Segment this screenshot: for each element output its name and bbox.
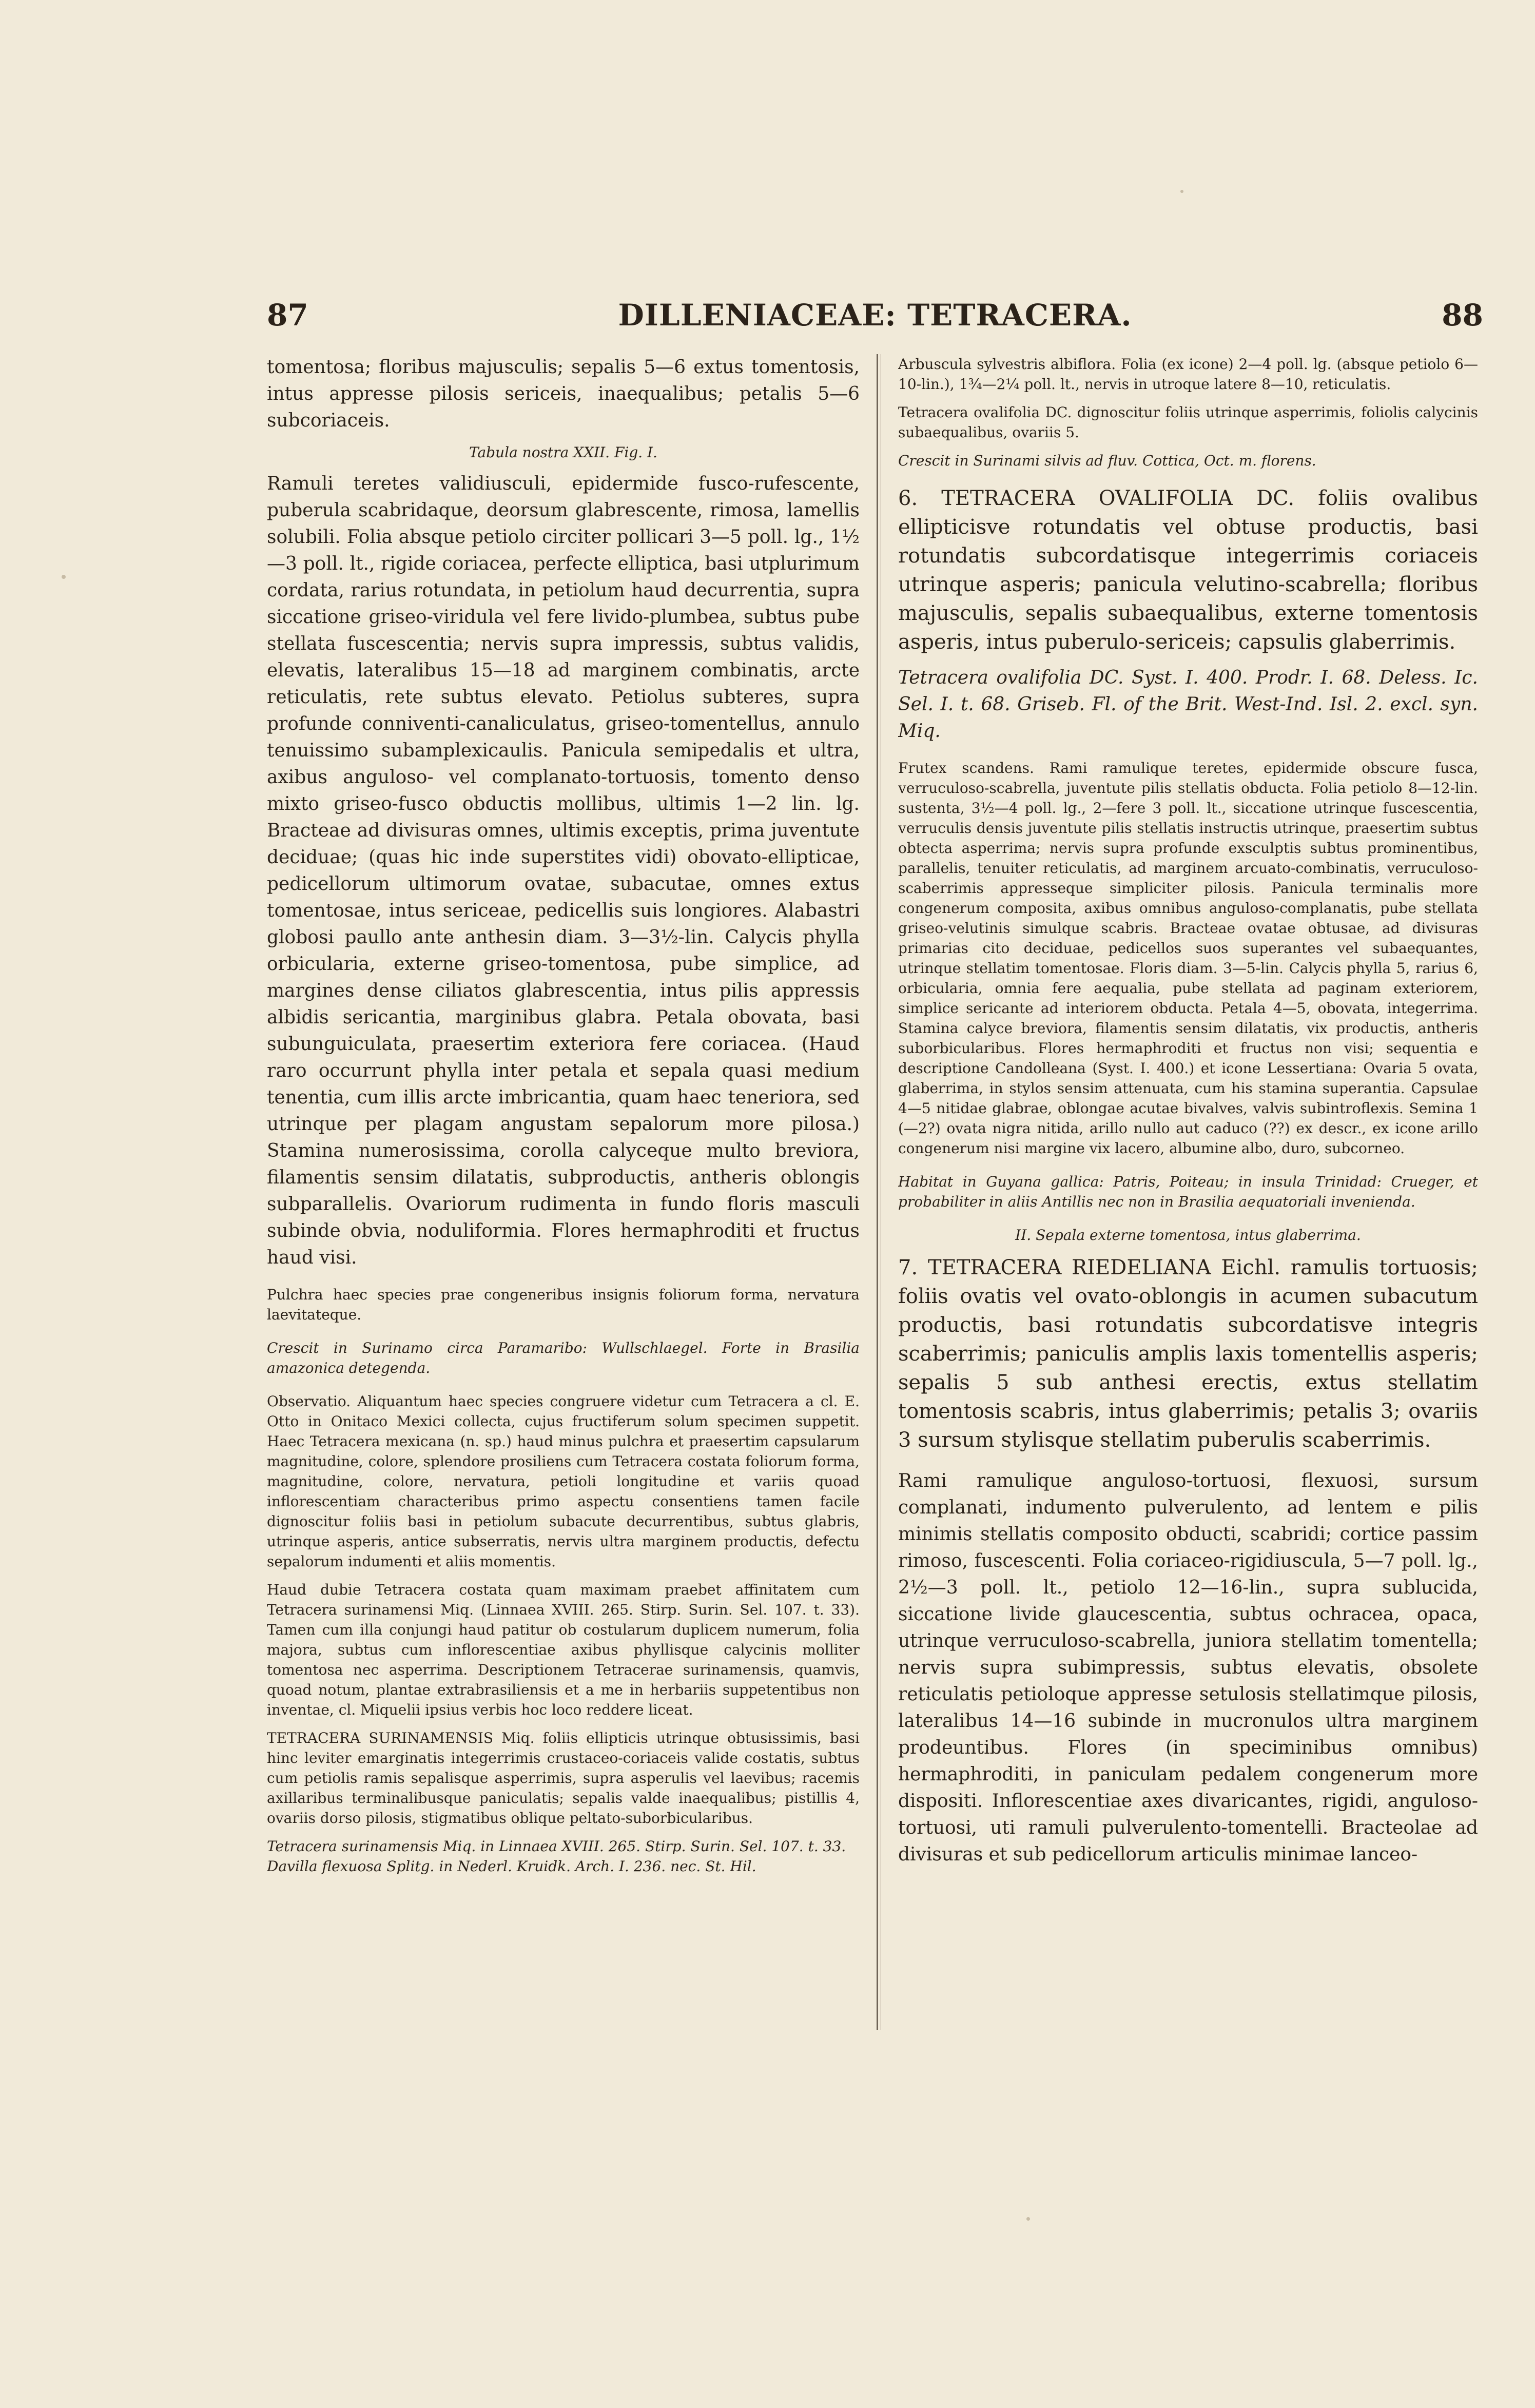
page-header <box>267 298 1483 339</box>
ovalifolia-synonymy: Tetracera ovalifolia DC. Syst. I. 400. Prodr. I. 68. Deless. Ic. Sel. I. t. 68. Griseb. Fl. of the Brit. West-Ind. Isl. 2. excl. syn. Miq. <box>898 667 1478 742</box>
left-column <box>267 354 860 2073</box>
observation-paragraph: Observatio. Aliquantum haec species congruere videtur cum Tetracera a cl. E. Otto in Onitaco Mexici collecta, cujus fructiferum solum specimen suppetit. Haec Tetracera mexicana (n. sp.) haud minus pulchra et praesertim capsularum magnitudine, colore, splendore prosiliens cum Tetracera costata foliorum forma, magnitudine, colore, nervatura, petioli longitudine et variis quoad inflorescentiam characteribus primo aspectu consentiens tamen facile dignoscitur foliis basi in petiolum subacute decurrentibus, subtus glabris, utrinque asperis, antice subserratis, nervis ultra marginem productis, defectu sepalorum indumenti et aliis momentis. <box>267 1393 860 1570</box>
ovalifolia-description: Frutex scandens. Rami ramulique teretes, epidermide obscure fusca, verruculoso-scabrella, juventute pilis stellatis obducta. Folia petiolo 8—12-lin. sustenta, 3½—4 poll. lg., 2—fere 3 poll. lt., siccatione utrinque fuscescentia, verruculis densis juventute pilis stellatis instructis utrinque, praesertim subtus obtecta asperrima; nervis supra profunde exsculptis subtus prominentibus, parallelis, tenuiter reticulatis, ad marginem arcuato-combinatis, verruculoso-scaberrimis appresseque simpliciter pilosis. Panicula terminalis more congenerum composita, axibus omnibus anguloso-complanatis, pube stellata griseo-velutinis simulque scabris. Bracteae ovatae obtusae, ad divisuras primarias cito deciduae, pedicellos suos superantes vel subaequantes, utrinque stellatim tomentosae. Floris diam. 3—5-lin. Calycis phylla 5, rarius 6, orbicularia, omnia fere aequalia, pube stellata ad paginam exteriorem, simplice sericante ad interiorem obducta. Petala 4—5, obovata, integerrima. Stamina calyce breviora, filamentis sensim dilatatis, vix productis, antheris suborbicularibus. Flores hermaphroditi et fructus non visi; sequentia e descriptione Candolleana (Syst. I. 400.) et icone Lessertiana: Ovaria 5 ovata, glaberrima, in stylos sensim attenuata, cum his stamina superantia. Capsulae 4—5 nitidae glabrae, oblongae acutae bivalves, valvis subintroflexis. Semina 1 (—2?) ovata nigra nitida, arillo nullo aut caduco (??) ex descr., ex icone arillo congenerum nisi margine vix lacero, albumine albo, duro, subcorneo. <box>898 760 1478 1157</box>
paper-speck <box>1026 2217 1030 2221</box>
riedeliana-description: Rami ramulique anguloso-tortuosi, flexuosi, sursum complanati, indumento pulverulento, ad lentem e pilis minimis stellatis composito obducti, scabridi; cortice passim rimoso, fuscescenti. Folia coriaceo-rigidiuscula, 5—7 poll. lg., 2½—3 poll. lt., petiolo 12—16-lin., supra sublucida, siccatione livide glaucescentia, subtus ochracea, opaca, utrinque verruculoso-scabrella, juniora stellatim tomentella; nervis supra subimpressis, subtus elevatis, obsolete reticulatis petioloque appresse setulosis stellatimque pilosis, lateralibus 14—16 subinde in mucronulos ultra marginem prodeuntibus. Flores (in speciminibus omnibus) hermaphroditi, in paniculam pedalem congenerum more dispositi. Inflorescentiae axes divaricantes, rigidi, anguloso-tortuosi, uti ramuli pulverulento-tomentelli. Bracteolae ad divisuras et sub pedicellorum articulis minimae lanceo- <box>898 1470 1478 1865</box>
surinamensis-description: Arbuscula sylvestris albiflora. Folia (ex icone) 2—4 poll. lg. (absque petiolo 6—10-lin.), 1¾—2¼ poll. lt., nervis in utroque latere 8—10, reticulatis. <box>898 356 1478 393</box>
species-description: Ramuli teretes validiusculi, epidermide fusco-rufescente, puberula scabridaque, deorsum glabrescente, rimosa, lamellis solubili. Folia absque petiolo circiter pollicari 3—5 poll. lg., 1½—3 poll. lt., rigide coriacea, perfecte elliptica, basi utplurimum cordata, rarius rotundata, in petiolum haud decurrentia, supra siccatione griseo-viridula vel fere livido-plumbea, subtus pube stellata fuscescentia; nervis supra impressis, subtus validis, elevatis, lateralibus 15—18 ad marginem combinatis, arcte reticulatis, rete subtus elevato. Petiolus subteres, supra profunde conniventi-canaliculatus, griseo-tomentellus, annulo tenuissimo subamplexicaulis. Panicula semipedalis et ultra, axibus anguloso- vel complanato-tortuosis, tomento denso mixto griseo-fusco obductis mollibus, ultimis 1—2 lin. lg. Bracteae ad divisuras omnes, ultimis exceptis, prima juventute deciduae; (quas hic inde superstites vidi) obovato-ellipticae, pedicellorum ultimorum ovatae, subacutae, omnes extus tomentosae, intus sericeae, pedicellis suis longiores. Alabastri globosi paullo ante anthesin diam. 3—3½-lin. Calycis phylla orbicularia, externe griseo-tomentosa, pube simplice, ad margines dense ciliatos glabrescentia, intus pilis appressis albidis sericantia, marginibus glabra. Petala obovata, basi subunguiculata, praesertim exteriora fere coriacea. (Haud raro occurrunt phylla inter petala et sepala quasi medium tenentia, cum illis arcte imbricantia, quam haec teneriora, sed utrinque per plagam angustam sepalorum more pilosa.) Stamina numerosissima, corolla calyceque multo breviora, filamentis sensim dilatatis, subproductis, antheris oblongis subparallelis. Ovariorum rudimenta in fundo floris masculi subinde obvia, noduliformia. Flores hermaphroditi et fructus haud visi. <box>267 473 860 1268</box>
ovalifolia-heading: 6. TETRACERA OVALIFOLIA DC. foliis ovalibus ellipticisve rotundatis vel obtuse productis, basi rotundatis subcordatisque integerrimis coriaceis utrinque asperis; panicula velutino-scabrella; floribus majusculis, sepalis subaequalibus, externe tomentosis asperis, intus puberulo-sericeis; capsulis glaberrimis. <box>898 487 1478 654</box>
surinamensis-citation: Tetracera surinamensis Miq. in Linnaea XVIII. 265. Stirp. Surin. Sel. 107. t. 33. <box>267 1838 846 1855</box>
right-page-number: 88 <box>1442 298 1483 333</box>
riedeliana-heading: 7. TETRACERA RIEDELIANA Eichl. ramulis tortuosis; foliis ovatis vel ovato-oblongis in acumen subacutum productis, basi rotundatis subcordatisve integris scaberrimis; paniculis amplis laxis tomentellis asperis; sepalis 5 sub anthesi erectis, extus stellatim tomentosis scabris, intus glaberrimis; petalis 3; ovariis 3 sursum stylisque stellatim puberulis scaberrimis. <box>898 1256 1478 1452</box>
ovalifolia-distinction: Tetracera ovalifolia DC. dignoscitur foliis utrinque asperrimis, foliolis calycinis subaequalibus, ovariis 5. <box>898 404 1478 441</box>
habitat-note: Crescit in Surinamo circa Paramaribo: Wullschlaegel. Forte in Brasilia amazonica detegenda. <box>267 1339 860 1376</box>
left-page-number: 87 <box>267 298 308 333</box>
affinity-paragraph: Haud dubie Tetracera costata quam maximam praebet affinitatem cum Tetracera surinamensi Miq. (Linnaea XVIII. 265. Stirp. Surin. Sel. 107. t. 33). Tamen cum illa conjungi haud patitur ob costularum duplicem numerum, folia majora, subtus cum inflorescentiae axibus phyllisque calycinis molliter tomentosa nec asperrima. Descriptionem Tetracerae surinamensis, quamvis, quoad notum, plantae extrabrasiliensis et a me in herbariis suppetentibus non inventae, cl. Miquelii ipsius verbis hoc loco reddere liceat. <box>267 1581 860 1718</box>
species-remark: Pulchra haec species prae congeneribus insignis foliorum forma, nervatura laevitateque. <box>267 1286 860 1323</box>
paper-speck <box>1180 190 1183 193</box>
davilla-citation: Davilla flexuosa Splitg. in Nederl. Kruidk. Arch. I. 236. nec. St. Hil. <box>267 1858 756 1875</box>
column-divider <box>877 354 878 2030</box>
section-heading: II. Sepala externe tomentosa, intus glaberrima. <box>1015 1227 1361 1244</box>
surinamensis-habitat: Crescit in Surinami silvis ad fluv. Cottica, Oct. m. florens. <box>898 452 1316 469</box>
right-column <box>898 354 1478 2073</box>
ovalifolia-habitat: Habitat in Guyana gallica: Patris, Poiteau; in insula Trinidad: Crueger, et probabiliter in aliis Antillis nec non in Brasilia aequatoriali inveniendа. <box>898 1173 1478 1210</box>
paper-speck <box>62 575 66 579</box>
plate-reference: Tabula nostra XXII. Fig. I. <box>469 444 658 461</box>
surinamensis-diagnosis: TETRACERA SURINAMENSIS Miq. foliis ellipticis utrinque obtusissimis, basi hinc leviter emarginatis integerrimis crustaceo-coriaceis valide costatis, subtus cum petiolis ramis sepalisque asperrimis, supra asperulis vel laevibus; racemis axillaribus terminalibusque paniculatis; sepalis valde inaequalibus; pistillis 4, ovariis dorso pilosis, stigmatibus oblique peltato-suborbicularibus. <box>267 1730 860 1827</box>
species-diagnosis-end: tomentosa; floribus majusculis; sepalis 5—6 extus tomentosis, intus appresse pilosis sericeis, inaequalibus; petalis 5—6 subcoriaceis. <box>267 357 860 431</box>
running-title: DILLENIACEAE: TETRACERA. <box>618 298 1132 333</box>
